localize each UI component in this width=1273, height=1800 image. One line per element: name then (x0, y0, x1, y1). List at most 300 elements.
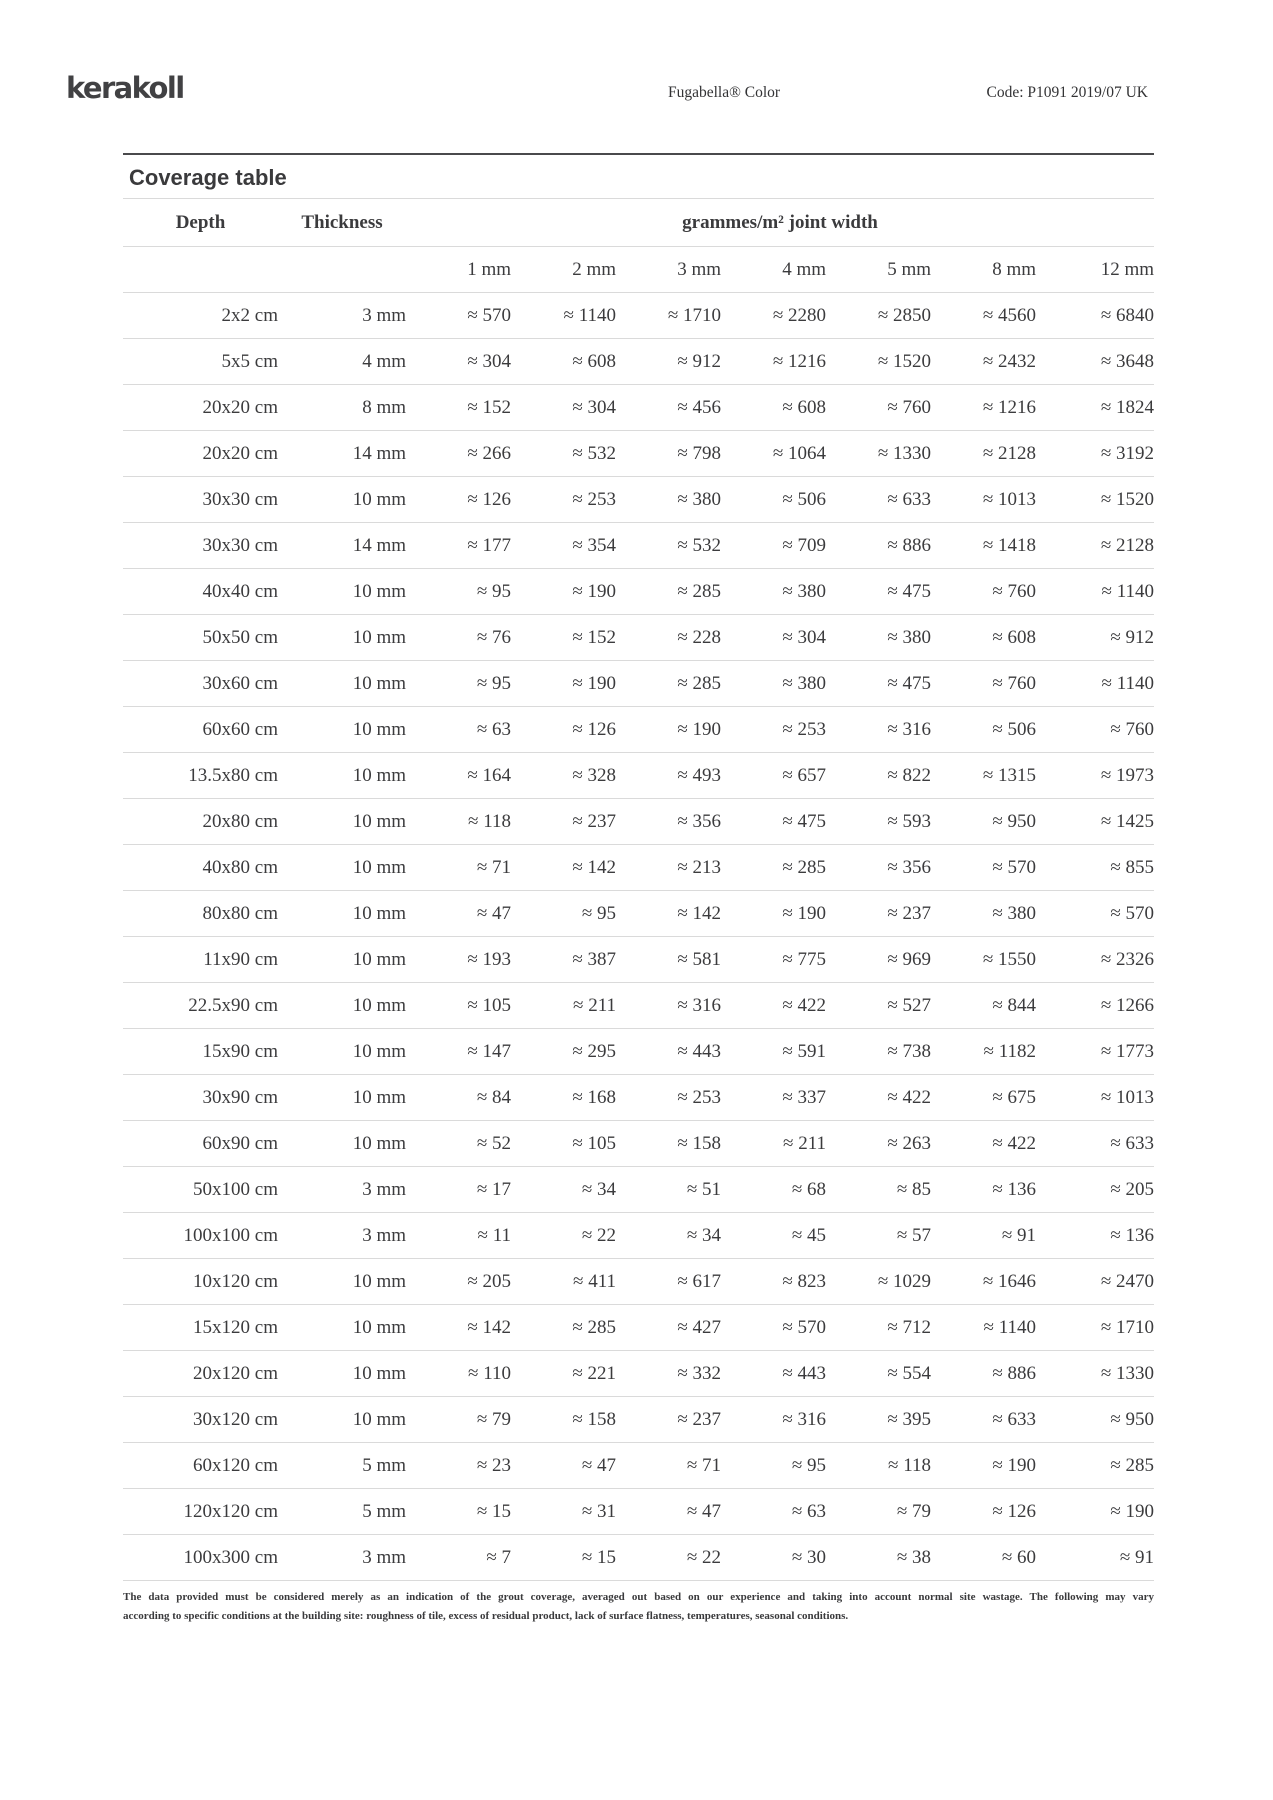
thickness-cell: 10 mm (278, 1259, 406, 1305)
depth-cell: 30x30 cm (123, 477, 278, 523)
coverage-value-cell: ≈ 190 (931, 1443, 1036, 1489)
coverage-value-cell: ≈ 205 (1036, 1167, 1154, 1213)
coverage-value-cell: ≈ 47 (511, 1443, 616, 1489)
coverage-table (123, 199, 1154, 1581)
joint-width-3mm: 3 mm (616, 247, 721, 293)
coverage-value-cell: ≈ 822 (826, 753, 931, 799)
coverage-value-cell: ≈ 443 (721, 1351, 826, 1397)
coverage-value-cell: ≈ 760 (931, 569, 1036, 615)
coverage-value-cell: ≈ 211 (721, 1121, 826, 1167)
coverage-value-cell: ≈ 253 (511, 477, 616, 523)
coverage-value-cell: ≈ 591 (721, 1029, 826, 1075)
coverage-value-cell: ≈ 237 (616, 1397, 721, 1443)
coverage-value-cell: ≈ 68 (721, 1167, 826, 1213)
coverage-value-cell: ≈ 1216 (721, 339, 826, 385)
depth-cell: 11x90 cm (123, 937, 278, 983)
coverage-value-cell: ≈ 316 (616, 983, 721, 1029)
footnote (123, 1588, 1154, 1626)
coverage-value-cell: ≈ 1182 (931, 1029, 1036, 1075)
coverage-value-cell: ≈ 85 (826, 1167, 931, 1213)
coverage-value-cell: ≈ 593 (826, 799, 931, 845)
coverage-value-cell: ≈ 79 (826, 1489, 931, 1535)
coverage-value-cell: ≈ 228 (616, 615, 721, 661)
table-row (123, 523, 1154, 569)
coverage-value-cell: ≈ 71 (616, 1443, 721, 1489)
coverage-value-cell: ≈ 427 (616, 1305, 721, 1351)
thickness-cell: 10 mm (278, 1351, 406, 1397)
table-row (123, 339, 1154, 385)
coverage-value-cell: ≈ 608 (931, 615, 1036, 661)
coverage-value-cell: ≈ 2470 (1036, 1259, 1154, 1305)
coverage-value-cell: ≈ 253 (721, 707, 826, 753)
depth-cell: 20x80 cm (123, 799, 278, 845)
coverage-value-cell: ≈ 118 (826, 1443, 931, 1489)
depth-cell: 10x120 cm (123, 1259, 278, 1305)
coverage-value-cell: ≈ 1013 (1036, 1075, 1154, 1121)
coverage-value-cell: ≈ 456 (616, 385, 721, 431)
thickness-cell: 10 mm (278, 799, 406, 845)
coverage-value-cell: ≈ 380 (721, 569, 826, 615)
depth-cell: 100x300 cm (123, 1535, 278, 1581)
table-row (123, 293, 1154, 339)
thickness-cell: 10 mm (278, 1121, 406, 1167)
depth-cell: 30x30 cm (123, 523, 278, 569)
coverage-value-cell: ≈ 1824 (1036, 385, 1154, 431)
kerakoll-logo: kerakoll (66, 71, 184, 105)
coverage-value-cell: ≈ 11 (406, 1213, 511, 1259)
coverage-value-cell: ≈ 2432 (931, 339, 1036, 385)
coverage-value-cell: ≈ 152 (406, 385, 511, 431)
coverage-value-cell: ≈ 775 (721, 937, 826, 983)
coverage-value-cell: ≈ 886 (931, 1351, 1036, 1397)
depth-cell: 40x80 cm (123, 845, 278, 891)
thickness-cell: 10 mm (278, 937, 406, 983)
coverage-value-cell: ≈ 675 (931, 1075, 1036, 1121)
coverage-value-cell: ≈ 2128 (931, 431, 1036, 477)
coverage-value-cell: ≈ 1140 (1036, 661, 1154, 707)
coverage-value-cell: ≈ 23 (406, 1443, 511, 1489)
coverage-value-cell: ≈ 168 (511, 1075, 616, 1121)
coverage-value-cell: ≈ 285 (616, 661, 721, 707)
coverage-value-cell: ≈ 506 (721, 477, 826, 523)
depth-cell: 20x120 cm (123, 1351, 278, 1397)
coverage-value-cell: ≈ 1266 (1036, 983, 1154, 1029)
table-row (123, 891, 1154, 937)
table-row (123, 1075, 1154, 1121)
coverage-value-cell: ≈ 570 (721, 1305, 826, 1351)
thickness-cell: 14 mm (278, 431, 406, 477)
joint-width-5mm: 5 mm (826, 247, 931, 293)
coverage-value-cell: ≈ 2128 (1036, 523, 1154, 569)
coverage-value-cell: ≈ 158 (511, 1397, 616, 1443)
coverage-value-cell: ≈ 221 (511, 1351, 616, 1397)
coverage-value-cell: ≈ 15 (511, 1535, 616, 1581)
coverage-value-cell: ≈ 354 (511, 523, 616, 569)
thickness-cell: 10 mm (278, 983, 406, 1029)
depth-cell: 30x60 cm (123, 661, 278, 707)
coverage-value-cell: ≈ 285 (511, 1305, 616, 1351)
grammes-joint-width-header: grammes/m² joint width (682, 211, 878, 233)
coverage-value-cell: ≈ 51 (616, 1167, 721, 1213)
coverage-value-cell: ≈ 205 (406, 1259, 511, 1305)
joint-width-header-row (123, 247, 1154, 293)
coverage-value-cell: ≈ 63 (406, 707, 511, 753)
table-row (123, 1167, 1154, 1213)
thickness-cell: 8 mm (278, 385, 406, 431)
thickness-cell: 14 mm (278, 523, 406, 569)
coverage-value-cell: ≈ 76 (406, 615, 511, 661)
table-row (123, 1351, 1154, 1397)
coverage-value-cell: ≈ 380 (616, 477, 721, 523)
coverage-value-cell: ≈ 45 (721, 1213, 826, 1259)
coverage-value-cell: ≈ 2850 (826, 293, 931, 339)
coverage-value-cell: ≈ 844 (931, 983, 1036, 1029)
coverage-value-cell: ≈ 4560 (931, 293, 1036, 339)
depth-cell: 60x60 cm (123, 707, 278, 753)
table-row (123, 1121, 1154, 1167)
coverage-value-cell: ≈ 1520 (826, 339, 931, 385)
coverage-value-cell: ≈ 422 (721, 983, 826, 1029)
coverage-value-cell: ≈ 316 (826, 707, 931, 753)
coverage-value-cell: ≈ 912 (1036, 615, 1154, 661)
coverage-value-cell: ≈ 1013 (931, 477, 1036, 523)
depth-header: Depth (175, 211, 226, 233)
thickness-cell: 3 mm (278, 293, 406, 339)
coverage-value-cell: ≈ 190 (616, 707, 721, 753)
coverage-value-cell: ≈ 912 (616, 339, 721, 385)
coverage-value-cell: ≈ 295 (511, 1029, 616, 1075)
joint-width-4mm: 4 mm (721, 247, 826, 293)
table-group-header-row (123, 199, 1154, 247)
coverage-value-cell: ≈ 337 (721, 1075, 826, 1121)
thickness-cell: 10 mm (278, 845, 406, 891)
coverage-value-cell: ≈ 105 (406, 983, 511, 1029)
coverage-value-cell: ≈ 387 (511, 937, 616, 983)
coverage-value-cell: ≈ 608 (511, 339, 616, 385)
coverage-value-cell: ≈ 1773 (1036, 1029, 1154, 1075)
table-row (123, 385, 1154, 431)
coverage-value-cell: ≈ 17 (406, 1167, 511, 1213)
thickness-cell: 10 mm (278, 891, 406, 937)
coverage-value-cell: ≈ 193 (406, 937, 511, 983)
coverage-value-cell: ≈ 105 (511, 1121, 616, 1167)
coverage-value-cell: ≈ 1140 (511, 293, 616, 339)
coverage-value-cell: ≈ 332 (616, 1351, 721, 1397)
coverage-value-cell: ≈ 798 (616, 431, 721, 477)
coverage-value-cell: ≈ 395 (826, 1397, 931, 1443)
table-row (123, 753, 1154, 799)
table-row (123, 983, 1154, 1029)
document-code: Code: P1091 2019/07 UK (986, 84, 1148, 101)
coverage-value-cell: ≈ 493 (616, 753, 721, 799)
depth-cell: 2x2 cm (123, 293, 278, 339)
thickness-cell: 3 mm (278, 1535, 406, 1581)
coverage-value-cell: ≈ 422 (931, 1121, 1036, 1167)
coverage-value-cell: ≈ 617 (616, 1259, 721, 1305)
coverage-section (123, 153, 1154, 1626)
coverage-value-cell: ≈ 142 (511, 845, 616, 891)
coverage-value-cell: ≈ 475 (826, 569, 931, 615)
coverage-value-cell: ≈ 304 (511, 385, 616, 431)
coverage-value-cell: ≈ 657 (721, 753, 826, 799)
coverage-value-cell: ≈ 760 (826, 385, 931, 431)
coverage-value-cell: ≈ 60 (931, 1535, 1036, 1581)
table-row (123, 1259, 1154, 1305)
coverage-value-cell: ≈ 1973 (1036, 753, 1154, 799)
coverage-value-cell: ≈ 30 (721, 1535, 826, 1581)
coverage-value-cell: ≈ 142 (406, 1305, 511, 1351)
depth-cell: 40x40 cm (123, 569, 278, 615)
thickness-cell: 10 mm (278, 753, 406, 799)
coverage-value-cell: ≈ 1315 (931, 753, 1036, 799)
thickness-cell: 10 mm (278, 615, 406, 661)
thickness-header: Thickness (301, 211, 383, 233)
thickness-cell: 3 mm (278, 1213, 406, 1259)
coverage-value-cell: ≈ 712 (826, 1305, 931, 1351)
coverage-value-cell: ≈ 266 (406, 431, 511, 477)
table-row (123, 1397, 1154, 1443)
coverage-value-cell: ≈ 6840 (1036, 293, 1154, 339)
thickness-cell: 10 mm (278, 707, 406, 753)
depth-cell: 15x120 cm (123, 1305, 278, 1351)
coverage-value-cell: ≈ 709 (721, 523, 826, 569)
coverage-value-cell: ≈ 95 (406, 661, 511, 707)
coverage-value-cell: ≈ 57 (826, 1213, 931, 1259)
coverage-value-cell: ≈ 34 (616, 1213, 721, 1259)
coverage-value-cell: ≈ 633 (931, 1397, 1036, 1443)
coverage-value-cell: ≈ 152 (511, 615, 616, 661)
table-row (123, 661, 1154, 707)
coverage-value-cell: ≈ 63 (721, 1489, 826, 1535)
thickness-cell: 3 mm (278, 1167, 406, 1213)
coverage-value-cell: ≈ 1520 (1036, 477, 1154, 523)
table-row (123, 845, 1154, 891)
coverage-value-cell: ≈ 47 (616, 1489, 721, 1535)
coverage-value-cell: ≈ 52 (406, 1121, 511, 1167)
coverage-value-cell: ≈ 570 (406, 293, 511, 339)
depth-cell: 20x20 cm (123, 385, 278, 431)
coverage-value-cell: ≈ 475 (721, 799, 826, 845)
coverage-value-cell: ≈ 443 (616, 1029, 721, 1075)
joint-width-2mm: 2 mm (511, 247, 616, 293)
coverage-value-cell: ≈ 1550 (931, 937, 1036, 983)
depth-cell: 60x120 cm (123, 1443, 278, 1489)
coverage-value-cell: ≈ 136 (1036, 1213, 1154, 1259)
coverage-value-cell: ≈ 608 (721, 385, 826, 431)
coverage-value-cell: ≈ 285 (616, 569, 721, 615)
coverage-value-cell: ≈ 760 (1036, 707, 1154, 753)
coverage-value-cell: ≈ 164 (406, 753, 511, 799)
coverage-value-cell: ≈ 79 (406, 1397, 511, 1443)
coverage-value-cell: ≈ 1710 (616, 293, 721, 339)
coverage-value-cell: ≈ 71 (406, 845, 511, 891)
coverage-value-cell: ≈ 95 (511, 891, 616, 937)
coverage-value-cell: ≈ 1029 (826, 1259, 931, 1305)
thickness-cell: 4 mm (278, 339, 406, 385)
thickness-cell: 10 mm (278, 477, 406, 523)
joint-width-12mm: 12 mm (1036, 247, 1154, 293)
coverage-value-cell: ≈ 31 (511, 1489, 616, 1535)
depth-cell: 15x90 cm (123, 1029, 278, 1075)
coverage-value-cell: ≈ 38 (826, 1535, 931, 1581)
coverage-value-cell: ≈ 411 (511, 1259, 616, 1305)
table-row (123, 1535, 1154, 1581)
table-row (123, 1443, 1154, 1489)
footnote-line-1: The data provided must be considered merely as an indication of the grout coverage, averaged out based on our experience and taking into account normal site wastage. The following may vary (123, 1591, 1154, 1603)
coverage-value-cell: ≈ 316 (721, 1397, 826, 1443)
coverage-value-cell: ≈ 633 (826, 477, 931, 523)
coverage-value-cell: ≈ 304 (721, 615, 826, 661)
coverage-value-cell: ≈ 142 (616, 891, 721, 937)
depth-cell: 80x80 cm (123, 891, 278, 937)
thickness-cell: 5 mm (278, 1443, 406, 1489)
thickness-cell: 10 mm (278, 1029, 406, 1075)
thickness-cell: 10 mm (278, 1397, 406, 1443)
coverage-value-cell: ≈ 969 (826, 937, 931, 983)
coverage-value-cell: ≈ 190 (721, 891, 826, 937)
coverage-value-cell: ≈ 950 (931, 799, 1036, 845)
coverage-value-cell: ≈ 47 (406, 891, 511, 937)
coverage-value-cell: ≈ 190 (511, 661, 616, 707)
coverage-value-cell: ≈ 1140 (1036, 569, 1154, 615)
table-row (123, 569, 1154, 615)
product-name: Fugabella® Color (668, 84, 781, 101)
coverage-value-cell: ≈ 22 (511, 1213, 616, 1259)
coverage-value-cell: ≈ 95 (406, 569, 511, 615)
coverage-value-cell: ≈ 1330 (826, 431, 931, 477)
coverage-value-cell: ≈ 158 (616, 1121, 721, 1167)
coverage-value-cell: ≈ 91 (931, 1213, 1036, 1259)
coverage-value-cell: ≈ 527 (826, 983, 931, 1029)
coverage-value-cell: ≈ 328 (511, 753, 616, 799)
coverage-value-cell: ≈ 1064 (721, 431, 826, 477)
coverage-value-cell: ≈ 237 (826, 891, 931, 937)
depth-cell: 13.5x80 cm (123, 753, 278, 799)
coverage-value-cell: ≈ 532 (511, 431, 616, 477)
table-row (123, 1305, 1154, 1351)
empty-header-cell (123, 247, 278, 293)
coverage-value-cell: ≈ 285 (721, 845, 826, 891)
coverage-value-cell: ≈ 147 (406, 1029, 511, 1075)
coverage-value-cell: ≈ 532 (616, 523, 721, 569)
thickness-cell: 10 mm (278, 569, 406, 615)
coverage-value-cell: ≈ 2326 (1036, 937, 1154, 983)
coverage-value-cell: ≈ 1330 (1036, 1351, 1154, 1397)
coverage-value-cell: ≈ 633 (1036, 1121, 1154, 1167)
coverage-value-cell: ≈ 7 (406, 1535, 511, 1581)
coverage-value-cell: ≈ 126 (931, 1489, 1036, 1535)
coverage-value-cell: ≈ 126 (406, 477, 511, 523)
coverage-value-cell: ≈ 950 (1036, 1397, 1154, 1443)
coverage-value-cell: ≈ 855 (1036, 845, 1154, 891)
depth-cell: 5x5 cm (123, 339, 278, 385)
coverage-value-cell: ≈ 554 (826, 1351, 931, 1397)
coverage-value-cell: ≈ 823 (721, 1259, 826, 1305)
coverage-value-cell: ≈ 760 (931, 661, 1036, 707)
depth-cell: 22.5x90 cm (123, 983, 278, 1029)
coverage-table-body (123, 293, 1154, 1581)
coverage-value-cell: ≈ 506 (931, 707, 1036, 753)
coverage-value-cell: ≈ 126 (511, 707, 616, 753)
depth-cell: 30x120 cm (123, 1397, 278, 1443)
coverage-value-cell: ≈ 237 (511, 799, 616, 845)
coverage-value-cell: ≈ 356 (616, 799, 721, 845)
coverage-value-cell: ≈ 1140 (931, 1305, 1036, 1351)
thickness-cell: 10 mm (278, 1305, 406, 1351)
coverage-value-cell: ≈ 110 (406, 1351, 511, 1397)
coverage-value-cell: ≈ 118 (406, 799, 511, 845)
thickness-cell: 10 mm (278, 1075, 406, 1121)
depth-cell: 30x90 cm (123, 1075, 278, 1121)
depth-cell: 60x90 cm (123, 1121, 278, 1167)
coverage-value-cell: ≈ 3648 (1036, 339, 1154, 385)
coverage-value-cell: ≈ 84 (406, 1075, 511, 1121)
coverage-value-cell: ≈ 304 (406, 339, 511, 385)
depth-cell: 120x120 cm (123, 1489, 278, 1535)
coverage-value-cell: ≈ 422 (826, 1075, 931, 1121)
depth-cell: 50x100 cm (123, 1167, 278, 1213)
coverage-value-cell: ≈ 211 (511, 983, 616, 1029)
coverage-value-cell: ≈ 380 (721, 661, 826, 707)
table-row (123, 707, 1154, 753)
joint-width-1mm: 1 mm (406, 247, 511, 293)
coverage-value-cell: ≈ 1710 (1036, 1305, 1154, 1351)
table-row (123, 1489, 1154, 1535)
coverage-table-title: Coverage table (123, 155, 1154, 199)
coverage-value-cell: ≈ 190 (511, 569, 616, 615)
depth-cell: 20x20 cm (123, 431, 278, 477)
coverage-value-cell: ≈ 3192 (1036, 431, 1154, 477)
coverage-value-cell: ≈ 1646 (931, 1259, 1036, 1305)
table-row (123, 1213, 1154, 1259)
coverage-value-cell: ≈ 475 (826, 661, 931, 707)
table-row (123, 615, 1154, 661)
coverage-value-cell: ≈ 886 (826, 523, 931, 569)
coverage-value-cell: ≈ 253 (616, 1075, 721, 1121)
depth-cell: 50x50 cm (123, 615, 278, 661)
coverage-value-cell: ≈ 190 (1036, 1489, 1154, 1535)
coverage-value-cell: ≈ 177 (406, 523, 511, 569)
coverage-value-cell: ≈ 1418 (931, 523, 1036, 569)
joint-width-8mm: 8 mm (931, 247, 1036, 293)
thickness-cell: 5 mm (278, 1489, 406, 1535)
coverage-value-cell: ≈ 570 (931, 845, 1036, 891)
depth-cell: 100x100 cm (123, 1213, 278, 1259)
table-row (123, 1029, 1154, 1075)
table-row (123, 799, 1154, 845)
coverage-value-cell: ≈ 581 (616, 937, 721, 983)
coverage-value-cell: ≈ 22 (616, 1535, 721, 1581)
coverage-value-cell: ≈ 15 (406, 1489, 511, 1535)
table-row (123, 431, 1154, 477)
coverage-value-cell: ≈ 285 (1036, 1443, 1154, 1489)
coverage-value-cell: ≈ 95 (721, 1443, 826, 1489)
coverage-value-cell: ≈ 136 (931, 1167, 1036, 1213)
thickness-cell: 10 mm (278, 661, 406, 707)
coverage-value-cell: ≈ 2280 (721, 293, 826, 339)
footnote-line-2: according to specific conditions at the building site: roughness of tile, excess of residual product, lack of surface flatness, temperatures, seasonal conditions. (123, 1610, 849, 1622)
coverage-value-cell: ≈ 1216 (931, 385, 1036, 431)
coverage-value-cell: ≈ 570 (1036, 891, 1154, 937)
coverage-value-cell: ≈ 213 (616, 845, 721, 891)
coverage-value-cell: ≈ 91 (1036, 1535, 1154, 1581)
coverage-value-cell: ≈ 738 (826, 1029, 931, 1075)
coverage-value-cell: ≈ 34 (511, 1167, 616, 1213)
table-row (123, 937, 1154, 983)
empty-header-cell (278, 247, 406, 293)
coverage-value-cell: ≈ 1425 (1036, 799, 1154, 845)
coverage-value-cell: ≈ 356 (826, 845, 931, 891)
